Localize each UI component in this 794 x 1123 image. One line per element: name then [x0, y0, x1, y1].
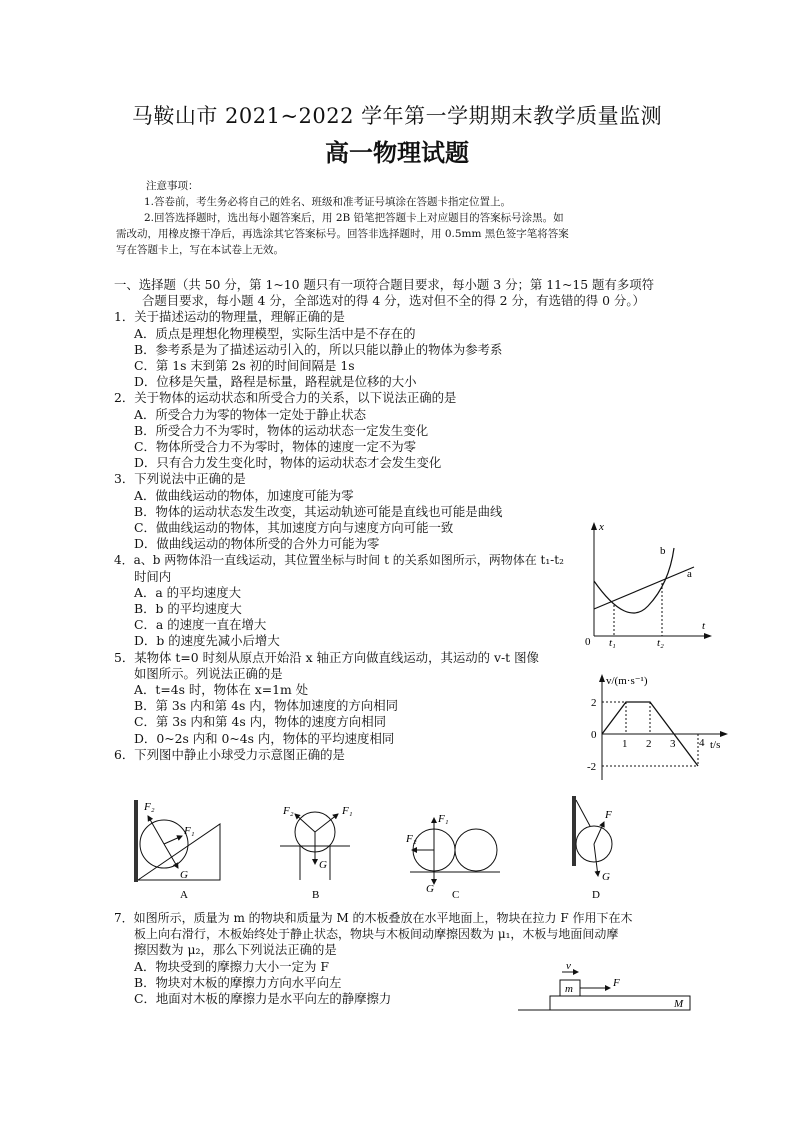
option: A．所受合力为零的物体一定处于静止状态: [134, 406, 366, 422]
label-f2: F₂: [144, 801, 155, 813]
notice-heading: 注意事项：: [146, 180, 199, 192]
question-stem: 3．下列说法中正确的是: [114, 471, 246, 487]
notice-line: 2.回答选择题时，选出每小题答案后，用 2B 铅笔把答题卡上对应题目的答案标号涂黑。如: [144, 212, 564, 224]
option: D．只有合力发生变化时，物体的运动状态才会发生变化: [134, 455, 442, 471]
question-stem: 1．关于描述运动的物理量，理解正确的是: [114, 309, 345, 325]
question-stem: 4．a、b 两物体沿一直线运动，其位置坐标与时间 t 的关系如图所示，两物体在 t₁-t₂: [114, 553, 564, 568]
option: D．位移是矢量，路程是标量，路程就是位移的大小: [134, 374, 417, 390]
block-board-diagram: [514, 960, 696, 1016]
label-g: G: [319, 859, 327, 871]
option: C．第 3s 内和第 4s 内，物体的速度方向相同: [134, 714, 386, 730]
force-arrow: [594, 822, 604, 844]
option: D．b 的速度先减小后增大: [134, 633, 280, 649]
label-f1: F₁: [438, 813, 449, 825]
label-f: F: [613, 977, 620, 989]
line-a: [594, 567, 694, 609]
caption-a: A: [180, 889, 188, 901]
label-g: G: [180, 869, 188, 881]
question-stem: 6．下列图中静止小球受力示意图正确的是: [114, 746, 345, 762]
force-arrow: [295, 814, 315, 832]
option: C．第 1s 末到第 2s 初的时间间隔是 1s: [134, 358, 355, 374]
tick-t2: 2: [646, 738, 652, 750]
question-stem: 2．关于物体的运动状态和所受合力的关系，以下说法正确的是: [114, 390, 457, 406]
caption-c: C: [452, 889, 460, 901]
force-diagrams: [120, 792, 620, 904]
diagram-a: [134, 800, 220, 901]
t-axis-label: t/s: [710, 739, 721, 751]
option: A．做曲线运动的物体，加速度可能为零: [134, 487, 354, 503]
t-axis-arrow: [720, 731, 728, 737]
option: B．物块对木板的摩擦力方向水平向左: [134, 974, 342, 990]
option: B．所受合力不为零时，物体的运动状态一定发生变化: [134, 422, 429, 438]
wall: [572, 796, 576, 866]
vt-graph: [584, 672, 734, 784]
label-m: m: [565, 983, 573, 995]
force-arrow: [164, 844, 178, 868]
question-stem: 5．某物体 t=0 时刻从原点开始沿 x 轴正方向做直线运动，其运动的 v-t 图像: [114, 649, 539, 665]
line-a-label: a: [687, 568, 692, 580]
label-f2: F₂: [406, 833, 417, 845]
exam-title: 马鞍山市 2021~2022 学年第一学期期末教学质量监测: [131, 104, 663, 128]
x-axis-arrow: [591, 522, 597, 530]
option: D．做曲线运动的物体所受的合外力可能为零: [134, 536, 380, 552]
question-stem-cont: 板上向右滑行，木板始终处于静止状态，物块与木板间动摩擦因数为 μ₁，木板与地面间动摩: [134, 927, 619, 942]
board: [550, 996, 690, 1010]
label-f: F: [605, 809, 612, 821]
label-f2: F₂: [283, 805, 294, 817]
option: B．b 的平均速度大: [134, 601, 242, 617]
option: A．t=4s 时，物体在 x=1m 处: [134, 682, 309, 698]
incline: [138, 824, 220, 880]
question-stem: 7．如图所示，质量为 m 的物块和质量为 M 的木板叠放在水平地面上，物块在拉力 F 作用下在木: [114, 911, 633, 925]
option: A．质点是理想化物理模型，实际生活中是不存在的: [134, 325, 416, 341]
question-stem-cont: 擦因数为 μ₂，那么下列说法正确的是: [134, 942, 337, 958]
notice-line: 写在答题卡上，写在本试卷上无效。: [116, 244, 284, 256]
option: B．物体的运动状态发生改变，其运动轨迹可能是直线也可能是曲线: [134, 503, 503, 519]
t2-label: t₂: [657, 637, 664, 648]
t1-label: t₁: [609, 637, 616, 648]
tick-t1: 1: [622, 738, 628, 750]
curve-b-label: b: [660, 545, 666, 557]
caption-b: B: [312, 889, 320, 901]
option: C．地面对木板的摩擦力是水平向左的静摩擦力: [134, 991, 392, 1007]
tick-vneg2: -2: [587, 761, 597, 773]
force-arrow: [594, 844, 598, 876]
option: C．a 的速度一直在增大: [134, 617, 267, 633]
label-v: v: [566, 960, 571, 972]
wall: [134, 800, 138, 882]
tick-v2: 2: [591, 697, 597, 709]
tick-t3: 3: [670, 738, 676, 750]
origin-label: 0: [585, 636, 591, 648]
section-header: 合题目要求，每小题 4 分，全部选对的得 4 分，选对但不全的得 2 分，有选错的得 0 分。）: [142, 293, 645, 309]
diagram-c: [405, 813, 500, 901]
option: B．第 3s 内和第 4s 内，物体加速度的方向相同: [134, 698, 398, 714]
label-M: M: [674, 998, 684, 1010]
caption-d: D: [592, 889, 600, 901]
t-axis-arrow: [704, 633, 712, 639]
option: A．物块受到的摩擦力大小一定为 F: [134, 958, 329, 974]
label-f1: F₁: [342, 805, 353, 817]
ball: [455, 829, 497, 871]
string: [576, 800, 590, 826]
notice-line: 1.答卷前，考生务必将自己的姓名、班级和准考证号填涂在答题卡指定位置上。: [144, 196, 512, 208]
question-stem-cont: 如图所示。列说法正确的是: [134, 665, 283, 681]
label-f1: F₁: [184, 825, 195, 837]
diagram-b: [280, 805, 353, 901]
xt-graph: [582, 518, 712, 648]
t-axis-label: t: [702, 620, 706, 632]
label-g: G: [426, 883, 434, 895]
exam-subtitle: 高一物理试题: [325, 138, 469, 167]
notice-line: 需改动，用橡皮擦干净后，再选涂其它答案标号。回答非选择题时，用 0.5mm 黑色签字笔将答案: [116, 228, 569, 240]
x-axis-label: x: [599, 521, 604, 533]
v-axis-label: v/(m·s⁻¹): [606, 675, 648, 687]
diagram-d: [572, 796, 612, 901]
option: B．参考系是为了描述运动引入的，所以只能以静止的物体为参考系: [134, 341, 503, 357]
label-g: G: [602, 871, 610, 883]
question-stem-cont: 时间内: [134, 568, 172, 584]
force-arrow: [164, 836, 182, 844]
option: C．做曲线运动的物体，其加速度方向与速度方向可能一致: [134, 520, 454, 536]
notice-block: [116, 178, 706, 258]
option: C．物体所受合力不为零时，物体的速度一定不为零: [134, 439, 417, 455]
tick-v0: 0: [591, 729, 597, 741]
section-header: 一、选择题（共 50 分，第 1~10 题只有一项符合题目要求，每小题 3 分；第 11~15 题有多项符: [114, 277, 654, 292]
tick-t4: 4: [699, 737, 705, 749]
option: D．0~2s 内和 0~4s 内，物体的平均速度相同: [134, 730, 395, 746]
v-axis-arrow: [599, 674, 605, 682]
option: A．a 的平均速度大: [134, 584, 242, 600]
